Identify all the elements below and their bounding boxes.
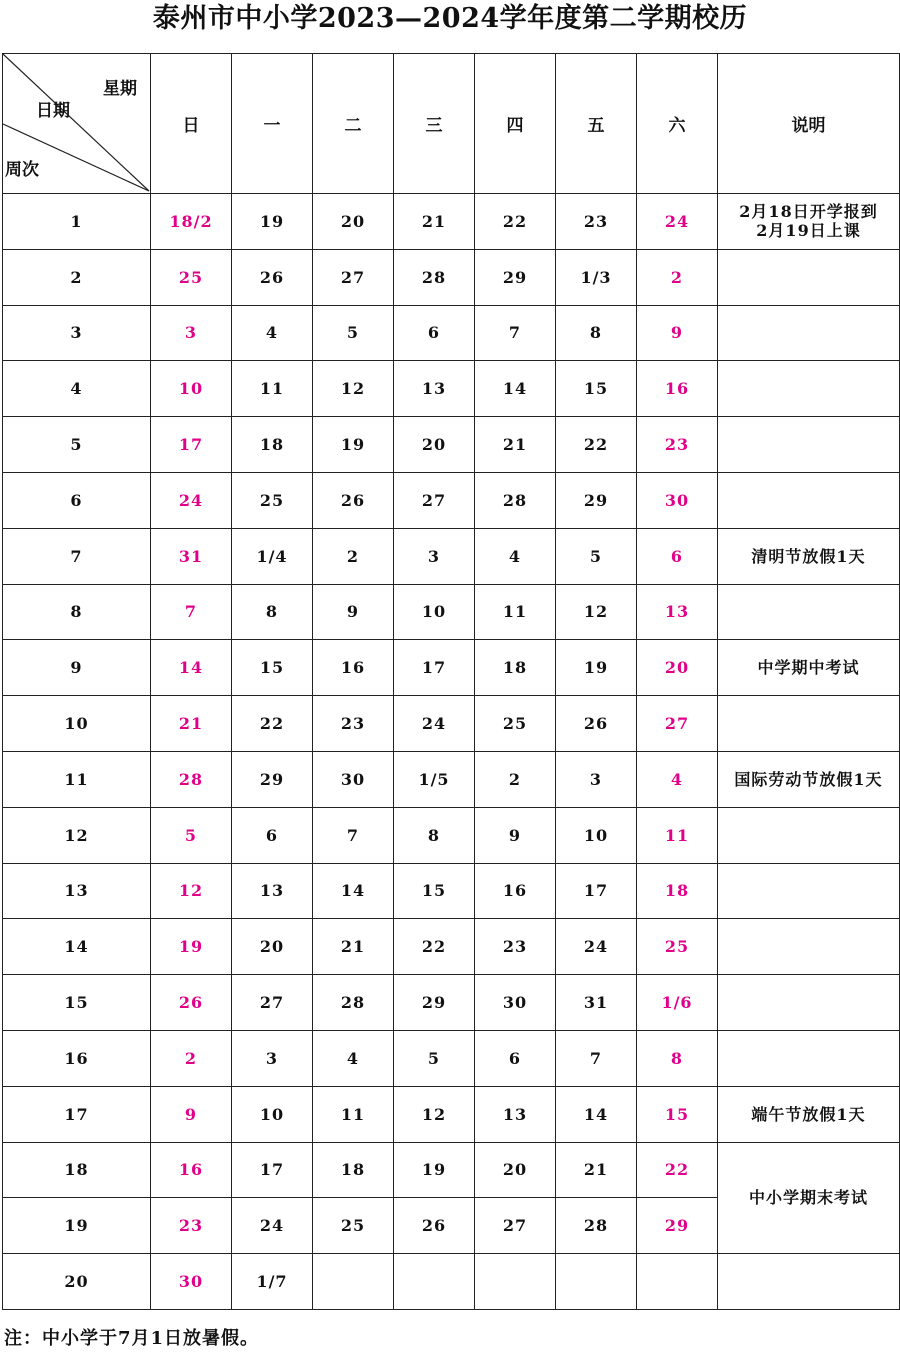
date-cell: 2 (313, 528, 394, 584)
date-cell: 20 (394, 417, 475, 473)
date-cell: 1/6 (637, 975, 718, 1031)
date-cell: 26 (556, 696, 637, 752)
week-number-cell: 12 (3, 807, 151, 863)
date-cell (313, 1254, 394, 1310)
week-number-cell: 13 (3, 863, 151, 919)
day-header-fri: 五 (556, 54, 637, 194)
date-cell: 27 (637, 696, 718, 752)
date-cell: 22 (394, 919, 475, 975)
date-cell: 3 (556, 751, 637, 807)
week-row (3, 194, 900, 250)
week-row (3, 1030, 900, 1086)
date-cell: 13 (475, 1086, 556, 1142)
date-cell: 10 (394, 584, 475, 640)
date-cell: 23 (313, 696, 394, 752)
date-cell: 17 (394, 640, 475, 696)
week-row (3, 863, 900, 919)
note-cell (718, 919, 900, 975)
corner-label-weekday: 星期 (103, 79, 137, 99)
date-cell: 25 (232, 472, 313, 528)
date-cell: 18 (232, 417, 313, 473)
date-cell: 4 (637, 751, 718, 807)
date-cell: 30 (475, 975, 556, 1031)
calendar-table (2, 53, 900, 1310)
footnote: 注：中小学于7月1日放暑假。 (4, 1328, 260, 1349)
date-cell: 16 (475, 863, 556, 919)
note-cell (718, 696, 900, 752)
note-cell (718, 361, 900, 417)
week-number-cell: 2 (3, 249, 151, 305)
date-cell: 19 (151, 919, 232, 975)
date-cell: 8 (637, 1030, 718, 1086)
week-row (3, 417, 900, 473)
date-cell (637, 1254, 718, 1310)
date-cell: 12 (394, 1086, 475, 1142)
date-cell: 1/3 (556, 249, 637, 305)
week-number-cell: 3 (3, 305, 151, 361)
corner-header-cell (3, 54, 151, 194)
date-cell: 18 (637, 863, 718, 919)
date-cell: 17 (232, 1142, 313, 1198)
date-cell: 26 (151, 975, 232, 1031)
date-cell: 19 (556, 640, 637, 696)
date-cell: 5 (556, 528, 637, 584)
date-cell: 3 (394, 528, 475, 584)
date-cell: 9 (637, 305, 718, 361)
week-number-cell: 7 (3, 528, 151, 584)
date-cell: 29 (232, 751, 313, 807)
note-cell (718, 863, 900, 919)
date-cell: 9 (151, 1086, 232, 1142)
date-cell: 20 (637, 640, 718, 696)
date-cell: 31 (151, 528, 232, 584)
date-cell: 19 (232, 194, 313, 250)
note-cell (718, 1030, 900, 1086)
date-cell: 10 (232, 1086, 313, 1142)
date-cell: 7 (475, 305, 556, 361)
date-cell: 15 (394, 863, 475, 919)
date-cell: 20 (232, 919, 313, 975)
date-cell: 20 (475, 1142, 556, 1198)
date-cell: 5 (394, 1030, 475, 1086)
date-cell: 21 (556, 1142, 637, 1198)
date-cell: 19 (313, 417, 394, 473)
date-cell: 10 (151, 361, 232, 417)
week-number-cell: 10 (3, 696, 151, 752)
note-cell (718, 1086, 900, 1142)
date-cell: 7 (313, 807, 394, 863)
date-cell: 17 (556, 863, 637, 919)
date-cell: 6 (475, 1030, 556, 1086)
note-cell (718, 584, 900, 640)
date-cell: 15 (556, 361, 637, 417)
date-cell: 9 (313, 584, 394, 640)
date-cell: 3 (151, 305, 232, 361)
note-cell (718, 194, 900, 250)
date-cell: 21 (394, 194, 475, 250)
date-cell: 20 (313, 194, 394, 250)
date-cell: 11 (637, 807, 718, 863)
date-cell: 12 (313, 361, 394, 417)
date-cell: 23 (556, 194, 637, 250)
date-cell: 1/7 (232, 1254, 313, 1310)
date-cell: 14 (313, 863, 394, 919)
date-cell: 1/5 (394, 751, 475, 807)
week-row (3, 305, 900, 361)
date-cell: 6 (394, 305, 475, 361)
date-cell: 16 (637, 361, 718, 417)
note-cell (718, 472, 900, 528)
date-cell: 23 (637, 417, 718, 473)
note-text: 2月19日上课 (756, 221, 861, 241)
date-cell: 6 (232, 807, 313, 863)
date-cell: 4 (313, 1030, 394, 1086)
date-cell: 26 (232, 249, 313, 305)
week-number-cell: 20 (3, 1254, 151, 1310)
header-row (3, 54, 900, 194)
week-row (3, 361, 900, 417)
note-text: 中学期中考试 (757, 658, 860, 678)
date-cell: 29 (556, 472, 637, 528)
week-row (3, 1254, 900, 1310)
date-cell: 27 (394, 472, 475, 528)
date-cell: 31 (556, 975, 637, 1031)
date-cell: 2 (637, 249, 718, 305)
note-cell (718, 1254, 900, 1310)
date-cell: 8 (232, 584, 313, 640)
date-cell (475, 1254, 556, 1310)
date-cell: 25 (637, 919, 718, 975)
note-cell (718, 1142, 900, 1254)
week-number-cell: 19 (3, 1198, 151, 1254)
date-cell: 28 (394, 249, 475, 305)
date-cell: 18 (313, 1142, 394, 1198)
note-cell (718, 975, 900, 1031)
date-cell: 15 (232, 640, 313, 696)
date-cell: 21 (151, 696, 232, 752)
note-cell (718, 807, 900, 863)
week-row (3, 919, 900, 975)
date-cell: 14 (556, 1086, 637, 1142)
date-cell: 12 (151, 863, 232, 919)
week-row (3, 1086, 900, 1142)
day-header-sun: 日 (151, 54, 232, 194)
note-text: 中小学期末考试 (748, 1188, 868, 1208)
date-cell: 24 (556, 919, 637, 975)
date-cell: 22 (475, 194, 556, 250)
date-cell: 16 (313, 640, 394, 696)
week-row (3, 1142, 900, 1198)
date-cell: 14 (151, 640, 232, 696)
date-cell: 18 (475, 640, 556, 696)
week-number-cell: 18 (3, 1142, 151, 1198)
date-cell: 30 (313, 751, 394, 807)
note-cell (718, 249, 900, 305)
day-header-tue: 二 (313, 54, 394, 194)
date-cell: 15 (637, 1086, 718, 1142)
week-number-cell: 9 (3, 640, 151, 696)
day-header-thu: 四 (475, 54, 556, 194)
date-cell: 24 (637, 194, 718, 250)
date-cell: 19 (394, 1142, 475, 1198)
calendar-body (3, 194, 900, 1310)
week-number-cell: 8 (3, 584, 151, 640)
date-cell: 30 (151, 1254, 232, 1310)
notes-header: 说明 (718, 54, 900, 194)
week-row (3, 472, 900, 528)
date-cell: 29 (394, 975, 475, 1031)
date-cell: 23 (151, 1198, 232, 1254)
date-cell: 25 (313, 1198, 394, 1254)
note-text: 2月18日开学报到 (739, 202, 878, 222)
week-row (3, 528, 900, 584)
week-row (3, 696, 900, 752)
date-cell: 6 (637, 528, 718, 584)
date-cell: 13 (637, 584, 718, 640)
date-cell: 4 (232, 305, 313, 361)
week-number-cell: 5 (3, 417, 151, 473)
date-cell: 30 (637, 472, 718, 528)
note-cell (718, 751, 900, 807)
date-cell: 25 (475, 696, 556, 752)
date-cell: 11 (232, 361, 313, 417)
day-header-mon: 一 (232, 54, 313, 194)
date-cell: 24 (151, 472, 232, 528)
date-cell (394, 1254, 475, 1310)
date-cell: 13 (394, 361, 475, 417)
date-cell: 11 (475, 584, 556, 640)
date-cell: 28 (151, 751, 232, 807)
day-header-sat: 六 (637, 54, 718, 194)
date-cell: 13 (232, 863, 313, 919)
week-number-cell: 4 (3, 361, 151, 417)
date-cell: 4 (475, 528, 556, 584)
note-cell (718, 640, 900, 696)
date-cell: 2 (151, 1030, 232, 1086)
date-cell: 7 (556, 1030, 637, 1086)
note-cell (718, 528, 900, 584)
date-cell: 8 (556, 305, 637, 361)
week-number-cell: 1 (3, 194, 151, 250)
date-cell: 11 (313, 1086, 394, 1142)
date-cell: 28 (313, 975, 394, 1031)
week-row (3, 584, 900, 640)
note-cell (718, 305, 900, 361)
week-row (3, 751, 900, 807)
week-row (3, 975, 900, 1031)
note-cell (718, 417, 900, 473)
date-cell: 27 (475, 1198, 556, 1254)
date-cell: 18/2 (151, 194, 232, 250)
date-cell: 9 (475, 807, 556, 863)
date-cell: 23 (475, 919, 556, 975)
page-title: 泰州市中小学2023—2024学年度第二学期校历 (152, 3, 748, 34)
date-cell: 22 (556, 417, 637, 473)
week-number-cell: 14 (3, 919, 151, 975)
week-number-cell: 11 (3, 751, 151, 807)
date-cell: 25 (151, 249, 232, 305)
date-cell: 8 (394, 807, 475, 863)
date-cell: 22 (232, 696, 313, 752)
note-text: 端午节放假1天 (751, 1104, 866, 1124)
date-cell: 21 (475, 417, 556, 473)
corner-label-week: 周次 (5, 160, 39, 180)
week-row (3, 807, 900, 863)
date-cell: 26 (313, 472, 394, 528)
week-number-cell: 16 (3, 1030, 151, 1086)
date-cell: 27 (313, 249, 394, 305)
note-text: 国际劳动节放假1天 (734, 769, 883, 789)
date-cell: 17 (151, 417, 232, 473)
date-cell: 14 (475, 361, 556, 417)
date-cell: 24 (394, 696, 475, 752)
date-cell: 5 (151, 807, 232, 863)
date-cell: 5 (313, 305, 394, 361)
date-cell: 24 (232, 1198, 313, 1254)
date-cell (556, 1254, 637, 1310)
day-header-wed: 三 (394, 54, 475, 194)
note-text: 清明节放假1天 (751, 546, 866, 566)
date-cell: 28 (475, 472, 556, 528)
week-number-cell: 15 (3, 975, 151, 1031)
date-cell: 12 (556, 584, 637, 640)
date-cell: 10 (556, 807, 637, 863)
date-cell: 28 (556, 1198, 637, 1254)
date-cell: 22 (637, 1142, 718, 1198)
date-cell: 29 (637, 1198, 718, 1254)
date-cell: 26 (394, 1198, 475, 1254)
date-cell: 29 (475, 249, 556, 305)
date-cell: 1/4 (232, 528, 313, 584)
date-cell: 27 (232, 975, 313, 1031)
date-cell: 16 (151, 1142, 232, 1198)
week-row (3, 640, 900, 696)
date-cell: 2 (475, 751, 556, 807)
date-cell: 7 (151, 584, 232, 640)
date-cell: 3 (232, 1030, 313, 1086)
week-number-cell: 6 (3, 472, 151, 528)
week-number-cell: 17 (3, 1086, 151, 1142)
week-row (3, 249, 900, 305)
corner-label-date: 日期 (36, 101, 70, 121)
date-cell: 21 (313, 919, 394, 975)
